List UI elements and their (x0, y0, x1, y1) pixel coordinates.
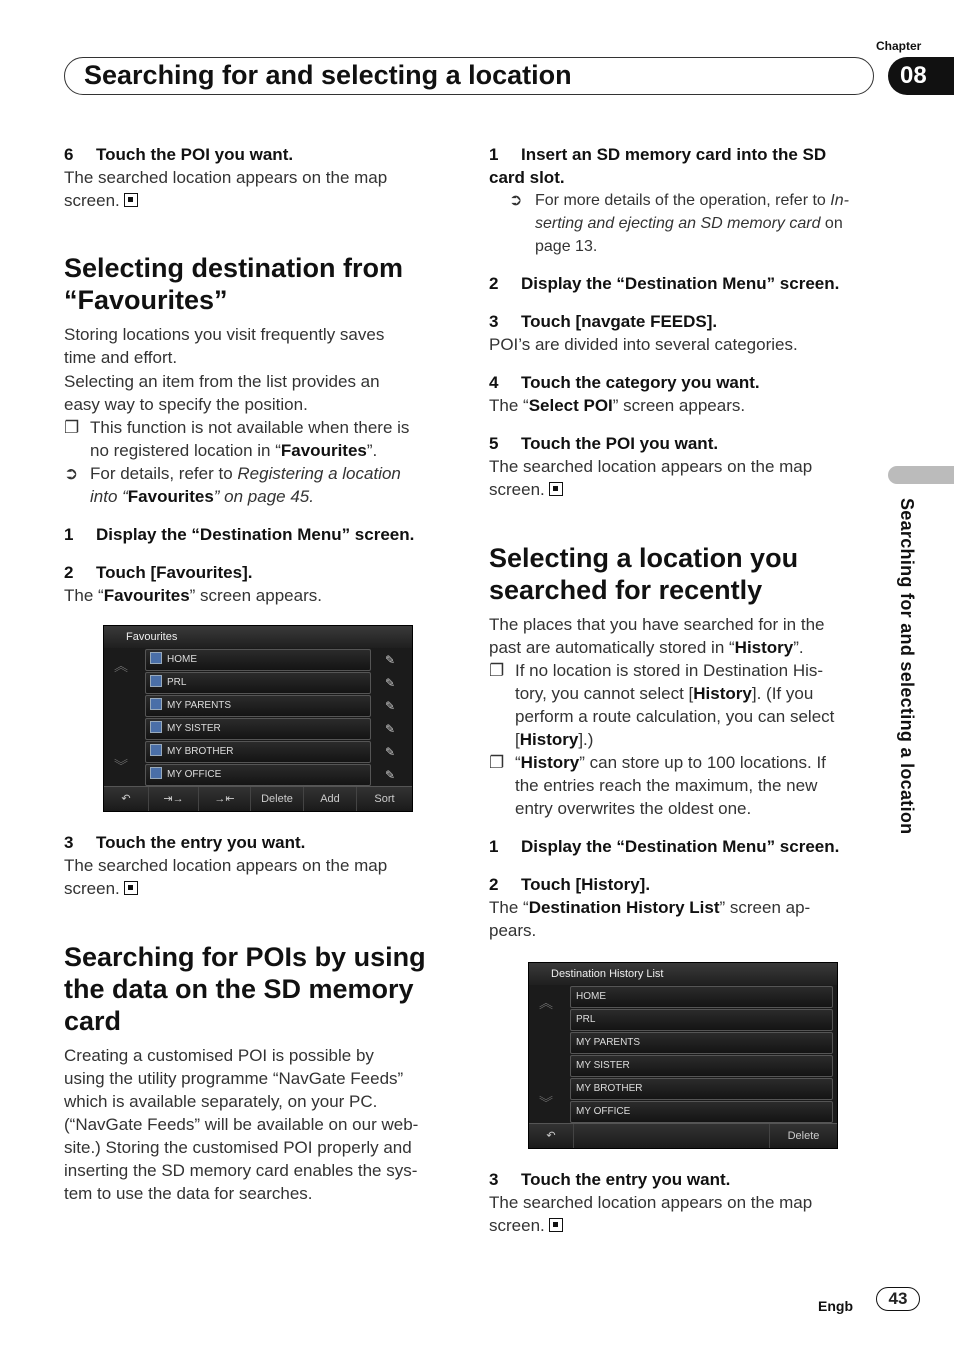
chapter-label: Chapter (876, 39, 922, 53)
edit-icon[interactable]: ✎ (384, 676, 396, 690)
sort-button[interactable]: Sort (374, 793, 395, 805)
checkbox-bullet-icon: ❐ (489, 753, 505, 772)
edit-icon[interactable]: ✎ (384, 653, 396, 667)
side-tab-title: Searching for and selecting a location (897, 498, 917, 835)
list-item[interactable]: PRL ✎ (145, 672, 371, 694)
list-item[interactable]: MY PARENTS ✎ (145, 695, 371, 717)
history-screen (528, 962, 838, 1149)
scroll-up-icon[interactable]: ︽ (114, 658, 128, 674)
arrow-bullet-icon: ➲ (509, 192, 523, 209)
list-item[interactable]: MY PARENTS (570, 1032, 833, 1054)
import-button[interactable]: →⇤ (199, 787, 251, 811)
sd-card-intro: Creating a customised POI is possible by using the utility programme “NavGate Feeds” which is available separately, on your PC. (“NavGate Feeds” will be available on our web- site.) Storing the customised POI properly and inserting the SD memory card enables the sys- tem to use the data for searches. (64, 1046, 419, 1203)
delete-button[interactable]: Delete (769, 1124, 837, 1148)
list-item[interactable]: MY BROTHER (570, 1078, 833, 1100)
parking-icon (150, 675, 162, 687)
favourites-button-bar (104, 786, 412, 811)
edit-icon[interactable]: ✎ (384, 745, 396, 759)
end-mark-icon (124, 881, 138, 895)
reference-favourites: ➲ For details, refer to Registering a location into “Favourites” on page 45. (64, 464, 401, 506)
left-column-lower (64, 831, 454, 1205)
edit-icon[interactable]: ✎ (384, 768, 396, 782)
place-icon (150, 721, 162, 733)
favourites-screen-title: Favourites (104, 626, 412, 648)
section-heading-favourites: Selecting destination from “Favourites” (64, 253, 404, 315)
back-button[interactable]: ↶ (529, 1124, 574, 1148)
page-number: 43 (876, 1287, 920, 1311)
history-intro: The places that you have searched for in the past are automatically stored in “History”. (489, 615, 825, 657)
right-column (489, 143, 881, 942)
history-list (570, 986, 833, 1124)
history-step-3: 3 Touch the entry you want. (489, 1170, 731, 1189)
section-heading-sd-card: Searching for POIs by using the data on the SD memory card (64, 942, 426, 1036)
reference-sd-card: ➲ For more details of the operation, refer to In- serting and ejecting an SD memory card on page 13. (489, 189, 881, 258)
export-button[interactable]: ⇥→ (149, 787, 199, 811)
history-button-bar (529, 1123, 837, 1148)
edit-icon[interactable]: ✎ (384, 722, 396, 736)
note-history-limit: ❐ “History” can store up to 100 locations. If the entries reach the maximum, the new entry overwrites the oldest one. (489, 753, 826, 818)
sd-step-3-text: POI’s are divided into several categories. (489, 335, 798, 354)
list-item[interactable]: MY OFFICE (570, 1101, 833, 1123)
left-column (64, 143, 454, 607)
fav-step-3-text: The searched location appears on the map screen. (64, 856, 388, 898)
arrow-bullet-icon: ➲ (64, 464, 79, 483)
list-item[interactable]: MY OFFICE ✎ (145, 764, 371, 786)
favourites-list (145, 649, 396, 787)
sd-step-1: 1 Insert an SD memory card into the SD card slot. (489, 145, 827, 187)
end-mark-icon (124, 193, 138, 207)
list-item[interactable]: MY SISTER (570, 1055, 833, 1077)
scroll-down-icon[interactable]: ︾ (539, 1095, 553, 1111)
chapter-number: 08 (888, 57, 954, 95)
sd-step-4: 4 Touch the category you want. (489, 373, 760, 392)
favourites-intro: Storing locations you visit frequently saves time and effort. (64, 325, 385, 367)
list-item[interactable]: PRL (570, 1009, 833, 1031)
end-mark-icon (549, 1218, 563, 1232)
step-6-text: The searched location appears on the map screen. (64, 168, 388, 210)
section-heading-history: Selecting a location you searched for recently (489, 543, 799, 605)
history-step-2: 2 Touch [History]. (489, 875, 651, 894)
scroll-up-icon[interactable]: ︽ (539, 995, 553, 1011)
side-tab-marker (888, 466, 954, 484)
language-code: Engb (818, 1298, 853, 1314)
fav-step-3: 3 Touch the entry you want. (64, 833, 306, 852)
favourites-intro-2: Selecting an item from the list provides an easy way to specify the position. (64, 372, 380, 414)
place-icon (150, 744, 162, 756)
sd-step-5-text: The searched location appears on the map screen. (489, 457, 813, 499)
edit-icon[interactable]: ✎ (384, 699, 396, 713)
history-step-3-text: The searched location appears on the map screen. (489, 1193, 813, 1235)
add-button[interactable]: Add (304, 787, 357, 811)
history-screen-title: Destination History List (529, 963, 837, 985)
checkbox-bullet-icon: ❐ (489, 661, 505, 680)
fav-step-1: 1 Display the “Destination Menu” screen. (64, 525, 415, 544)
end-mark-icon (549, 482, 563, 496)
sd-step-5: 5 Touch the POI you want. (489, 434, 719, 453)
page-title: Searching for and selecting a location (84, 60, 572, 90)
history-step-2-text: The “Destination History List” screen ap- pears. (489, 898, 811, 940)
favourites-screen (103, 625, 413, 812)
sd-step-4-text: The “Select POI” screen appears. (489, 396, 746, 415)
scroll-down-icon[interactable]: ︾ (114, 758, 128, 774)
note-favourites: ❐ This function is not available when there is no registered location in “Favourites”. (64, 418, 410, 460)
history-step-1: 1 Display the “Destination Menu” screen. (489, 837, 840, 856)
right-column-lower (489, 1168, 881, 1237)
list-item[interactable]: HOME (570, 986, 833, 1008)
list-item[interactable]: MY BROTHER ✎ (145, 741, 371, 763)
back-button[interactable]: ↶ (104, 787, 149, 811)
fav-step-2: 2 Touch [Favourites]. (64, 563, 253, 582)
delete-button[interactable]: Delete (251, 787, 304, 811)
place-icon (150, 767, 162, 779)
step-6: 6 Touch the POI you want. (64, 145, 294, 164)
list-item[interactable]: HOME ✎ (145, 649, 371, 671)
sd-step-3: 3 Touch [navgate FEEDS]. (489, 312, 718, 331)
place-icon (150, 698, 162, 710)
fav-step-2-text: The “Favourites” screen appears. (64, 586, 322, 605)
note-history-empty: ❐ If no location is stored in Destination His- tory, you cannot select [History]. (If you perform a route calculation, you can select [History].) (489, 661, 835, 749)
sd-step-2: 2 Display the “Destination Menu” screen. (489, 274, 840, 293)
home-icon (150, 652, 162, 664)
checkbox-bullet-icon: ❐ (64, 418, 80, 437)
list-item[interactable]: MY SISTER ✎ (145, 718, 371, 740)
